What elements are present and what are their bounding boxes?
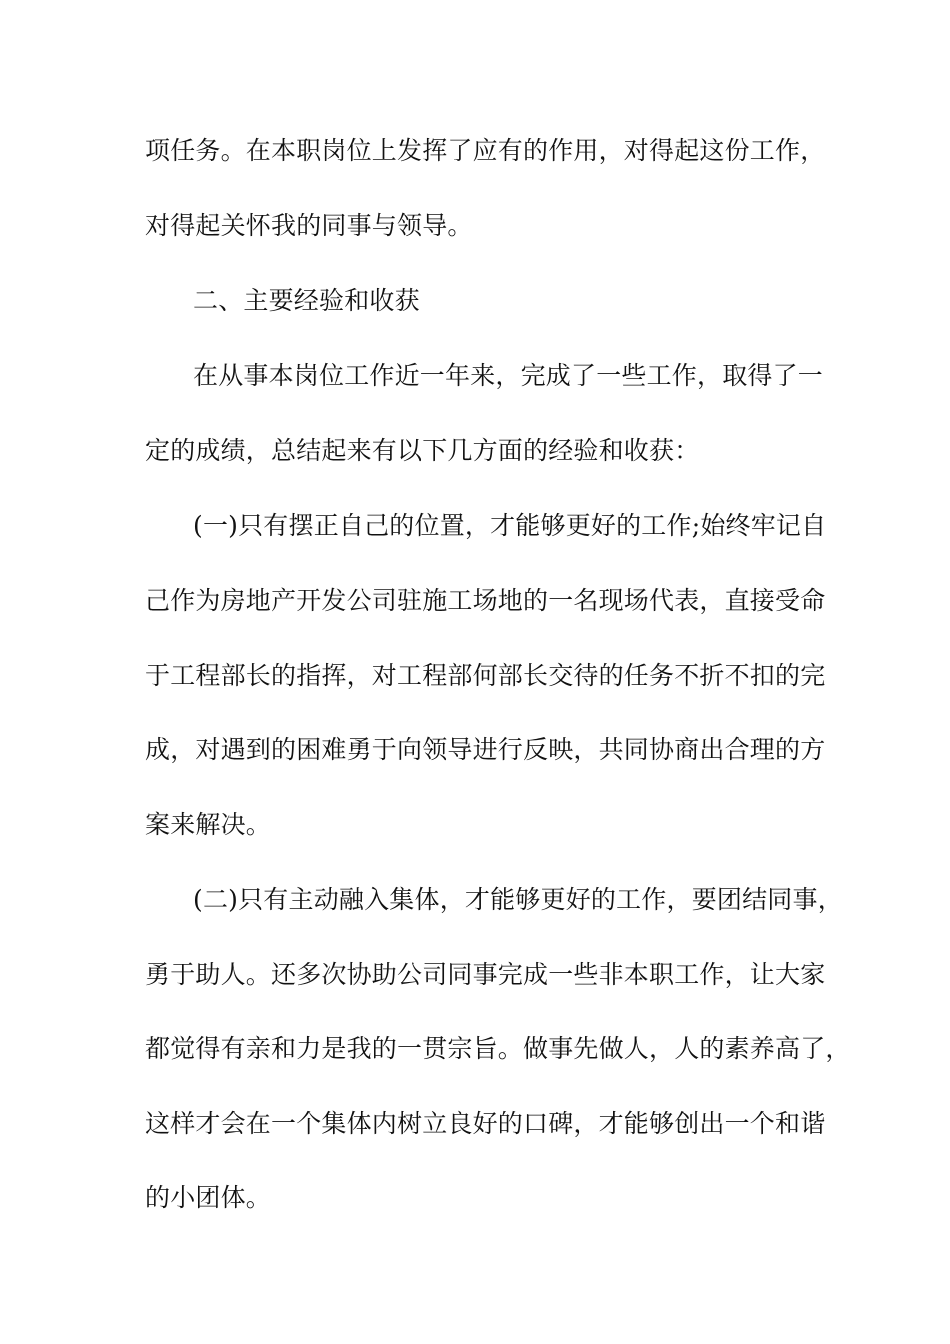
paragraph-line: 成，对遇到的困难勇于向领导进行反映，共同协商出合理的方 bbox=[145, 735, 826, 764]
paragraph-line: 勇于助人。还多次协助公司同事完成一些非本职工作，让大家 bbox=[145, 960, 826, 989]
section-heading: 二、主要经验和收获 bbox=[193, 286, 420, 315]
paragraph-line: 对得起关怀我的同事与领导。 bbox=[145, 211, 473, 240]
paragraph-line: 在从事本岗位工作近一年来，完成了一些工作，取得了一 bbox=[193, 361, 824, 390]
paragraph-line: 己作为房地产开发公司驻施工场地的一名现场代表，直接受命 bbox=[145, 586, 826, 615]
paragraph-line: 的小团体。 bbox=[145, 1183, 272, 1212]
paragraph-line: 定的成绩，总结起来有以下几方面的经验和收获： bbox=[145, 436, 700, 465]
paragraph-line: 项任务。在本职岗位上发挥了应有的作用，对得起这份工作， bbox=[145, 136, 826, 165]
paragraph-line: 于工程部长的指挥，对工程部何部长交待的任务不折不扣的完 bbox=[145, 661, 826, 690]
paragraph-line: 都觉得有亲和力是我的一贯宗旨。做事先做人，人的素养高了， bbox=[145, 1034, 851, 1063]
paragraph-line: (二)只有主动融入集体，才能够更好的工作，要团结同事， bbox=[193, 885, 843, 914]
paragraph-line: 这样才会在一个集体内树立良好的口碑，才能够创出一个和谐 bbox=[145, 1109, 826, 1138]
paragraph-line: 案来解决。 bbox=[145, 810, 272, 839]
paragraph-line: (一)只有摆正自己的位置，才能够更好的工作;始终牢记自 bbox=[193, 511, 827, 540]
